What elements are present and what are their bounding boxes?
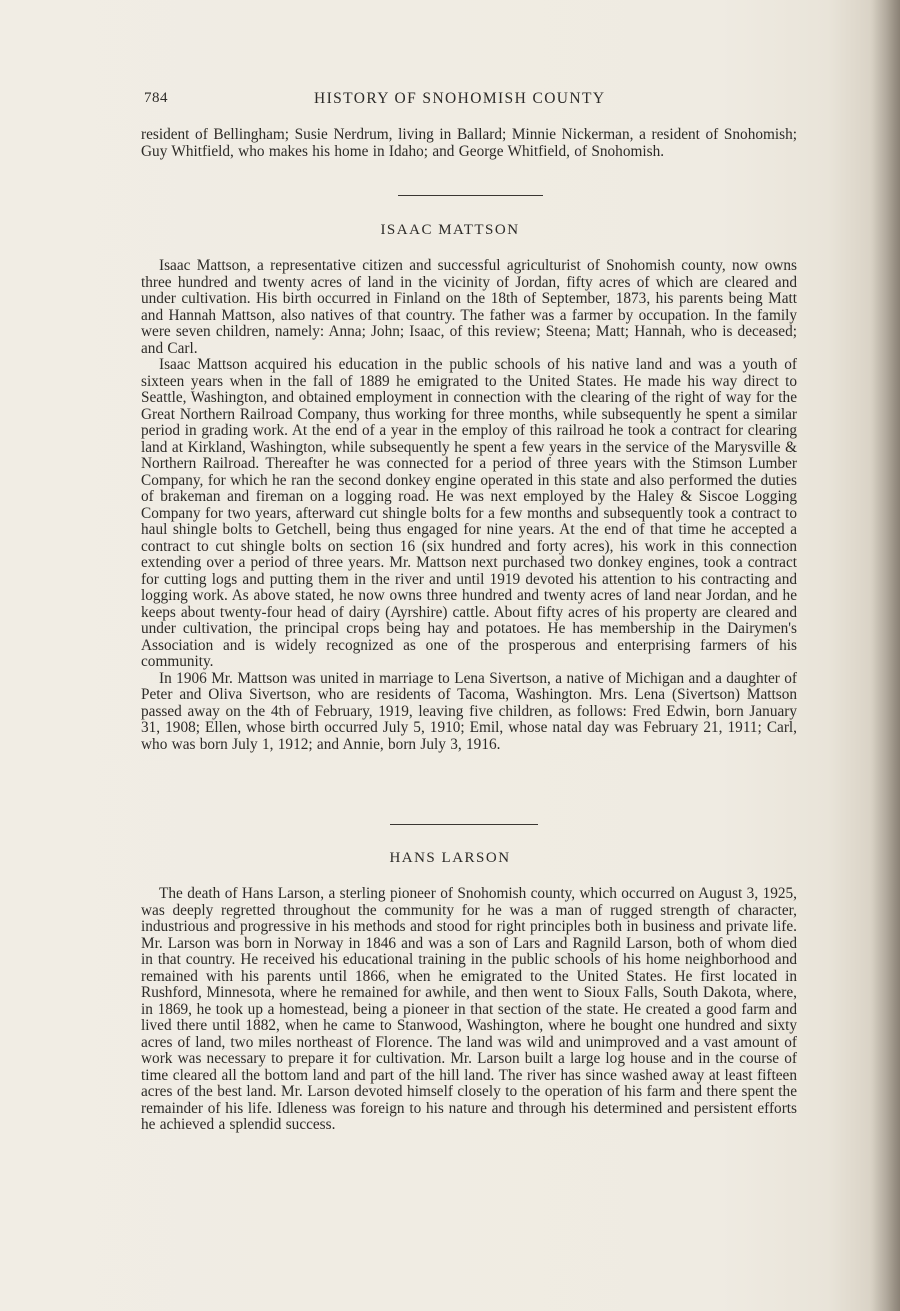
binding-shadow: [870, 0, 900, 1311]
body-paragraph: Isaac Mattson acquired his education in the public schools of his native land and was a youth of sixteen years when in the fall of 1889 he emigrated to the United States. He made his way direct to Seattle, Washington, and obtained employment in connection with the clearing of the right of way for the Great Northern Railroad Company, thus working for three months, while subsequently he spent a similar period in grading work. At the end of a year in the employ of this railroad he took a contract for clearing land at Kirkland, Washington, while subsequently he spent a few years in the service of the Marysville & Northern Railroad. Thereafter he was connected for a period of three years with the Stimson Lumber Company, for which he ran the second donkey engine operated in this state and also performed the duties of brakeman and fireman on a logging road. He was next employed by the Haley & Siscoe Logging Company for two years, afterward cut shingle bolts for a few months and subsequently took a contract to haul shingle bolts to Getchell, being thus engaged for nine years. At the end of that time he accepted a contract to cut shingle bolts on section 16 (six hundred and forty acres), his work in this connection extending over a period of three years. Mr. Mattson next purchased two donkey engines, took a contract for cutting logs and putting them in the river and until 1919 devoted his attention to his contracting and logging work. As above stated, he now owns three hundred and twenty acres of land near Jordan, and he keeps about twenty-four head of dairy (Ayrshire) cattle. About fifty acres of his property are cleared and under cultivation, the principal crops being hay and potatoes. He has membership in the Dairymen's Association and is widely recognized as one of the prosperous and enterprising farmers of his community.: [141, 356, 797, 670]
body-paragraph: In 1906 Mr. Mattson was united in marriage to Lena Sivertson, a native of Michigan and a daughter of Peter and Oliva Sivertson, who are residents of Tacoma, Washington. Mrs. Lena (Sivertson) Mattson passed away on the 4th of February, 1919, leaving five children, as follows: Fred Edwin, born January 31, 1908; Ellen, whose birth occurred July 5, 1910; Emil, whose natal day was February 21, 1911; Carl, who was born July 1, 1912; and Annie, born July 3, 1916.: [141, 669, 797, 753]
section-title-isaac-mattson: ISAAC MATTSON: [380, 222, 520, 238]
page-header: [144, 90, 796, 114]
page-number: 784: [144, 90, 168, 106]
intro-paragraph-block: [141, 127, 797, 160]
section-divider: [398, 195, 543, 196]
running-head-title: HISTORY OF SNOHOMISH COUNTY: [314, 90, 606, 107]
intro-paragraph: resident of Bellingham; Susie Nerdrum, living in Ballard; Minnie Nickerman, a resident of Snohomish; Guy Whitfield, who makes his home in Idaho; and George Whitfield, of Snohomish.: [141, 126, 797, 160]
body-paragraph: The death of Hans Larson, a sterling pioneer of Snohomish county, which occurred on August 3, 1925, was deeply regretted throughout the community for he was a man of rugged strength of character, industrious and progressive in his methods and stood for right principles both in business and private life. Mr. Larson was born in Norway in 1846 and was a son of Lars and Ragnild Larson, both of whom died in that country. He received his educational training in the public schools of his home neighborhood and remained with his parents until 1866, when he emigrated to the United States. He first located in Rushford, Minnesota, where he remained for awhile, and then went to Sioux Falls, South Dakota, where, in 1869, he took up a homestead, being a pioneer in that section of the state. He created a good farm and lived there until 1882, when he came to Stanwood, Washington, where he bought one hundred and sixty acres of land, two miles northeast of Florence. The land was wild and unimproved and a vast amount of work was necessary to prepare it for cultivation. Mr. Larson built a large log house and in the course of time cleared all the bottom land and part of the hill land. The river has since washed away at least fifteen acres of the best land. Mr. Larson devoted himself closely to the operation of his farm and there spent the remainder of his life. Idleness was foreign to his nature and through his determined and persistent efforts he achieved a splendid success.: [141, 885, 797, 1133]
body-paragraph: Isaac Mattson, a representative citizen and successful agriculturist of Snohomish county, now owns three hundred and twenty acres of land in the vicinity of Jordan, fifty acres of which are cleared and under cultivation. His birth occurred in Finland on the 18th of September, 1873, his parents being Matt and Hannah Mattson, also natives of that country. The father was a farmer by occupation. In the family were seven children, namely: Anna; John; Isaac, of this review; Steena; Matt; Hannah, who is deceased; and Carl.: [141, 257, 797, 357]
section-divider: [390, 824, 538, 825]
section-title-hans-larson: HANS LARSON: [389, 850, 511, 866]
isaac-mattson-body: [141, 258, 797, 753]
hans-larson-body: [141, 886, 797, 1134]
